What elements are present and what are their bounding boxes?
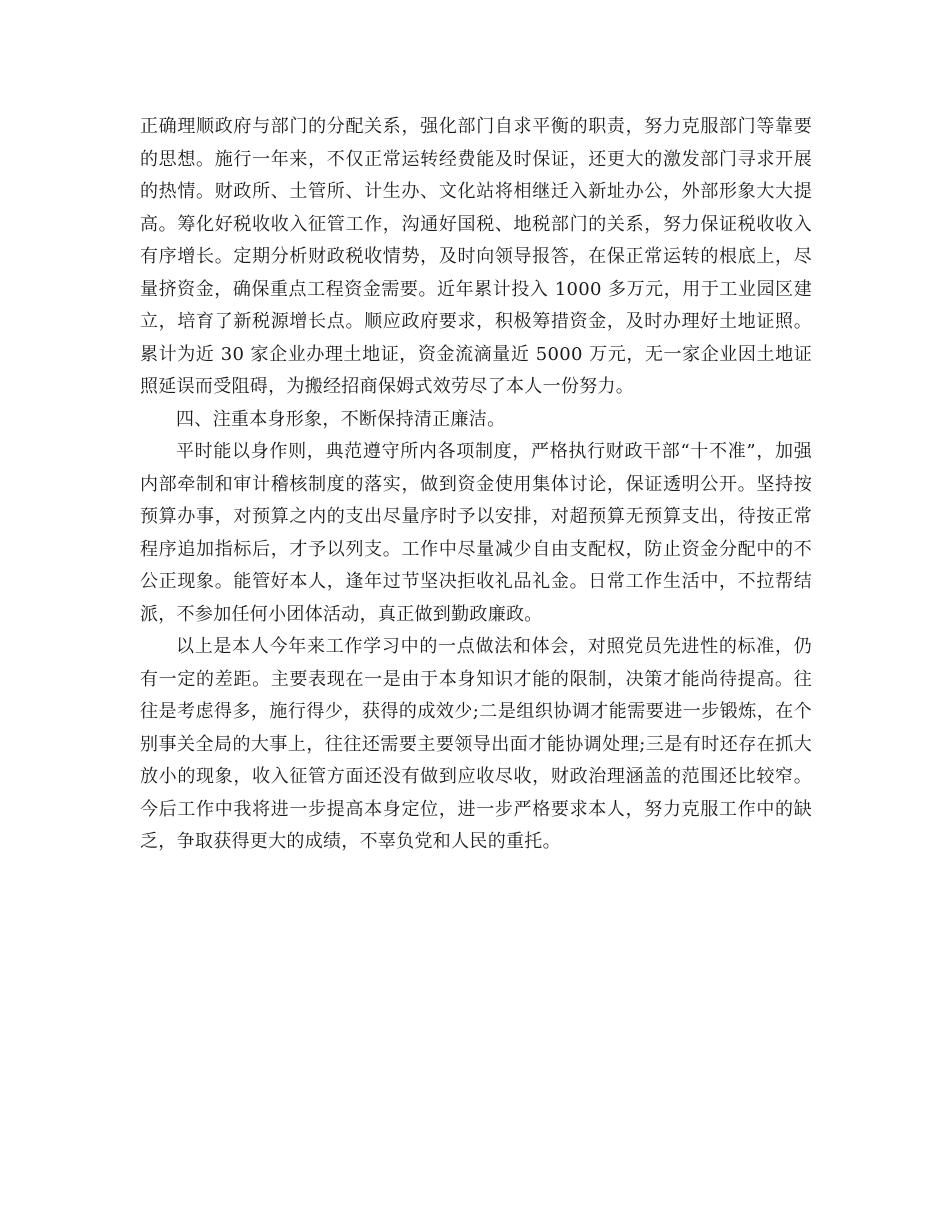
document-body xyxy=(140,111,812,859)
section-heading: 四、注重本身形象，不断保持清正廉洁。 xyxy=(176,408,506,430)
paragraph-continued: 正确理顺政府与部门的分配关系，强化部门自求平衡的职责，努力克服部门等靠要的思想。施行一年来，不仅正常运转经费能及时保证，还更大的激发部门寻求开展的热情。财政所、土管所、计生办、文化站将相继迁入新址办公，外部形象大大提高。筹化好税收收入征管工作，沟通好国税、地税部门的关系，努力保证税收收入有序增长。定期分析财政税收情势，及时向领导报答，在保正常运转的根底上，尽量挤资金，确保重点工程资金需要。近年累计投入 1000 多万元，用于工业园区建立，培育了新税源增长点。顺应政府要求，积极筹措资金，及时办理好土地证照。累计为近 30 家企业办理土地证，资金流滴量近 5000 万元，无一家企业因土地证照延误而受阻碍，为搬经招商保姆式效劳尽了本人一份努力。 xyxy=(140,116,812,397)
paragraph: 以上是本人今年来工作学习中的一点做法和体会，对照党员先进性的标准，仍有一定的差距。主要表现在一是由于本身知识才能的限制，决策才能尚待提高。往往是考虑得多，施行得少，获得的成效少;二是组织协调才能需要进一步锻炼，在个别事关全局的大事上，往往还需要主要领导出面才能协调处理;三是有时还存在抓大放小的现象，收入征管方面还没有做到应收尽收，财政治理涵盖的范围还比较窄。今后工作中我将进一步提高本身定位，进一步严格要求本人，努力克服工作中的缺乏，争取获得更大的成绩，不辜负党和人民的重托。 xyxy=(140,636,812,852)
paragraph: 平时能以身作则，典范遵守所内各项制度，严格执行财政干部“十不准”，加强内部牵制和审计稽核制度的落实，做到资金使用集体讨论，保证透明公开。坚持按预算办事，对预算之内的支出尽量序时予以安排，对超预算无预算支出，待按正常程序追加指标后，才予以列支。工作中尽量减少自由支配权，防止资金分配中的不公正现象。能管好本人，逢年过节坚决拒收礼品礼金。日常工作生活中，不拉帮结派，不参加任何小团体活动，真正做到勤政廉政。 xyxy=(140,441,812,625)
